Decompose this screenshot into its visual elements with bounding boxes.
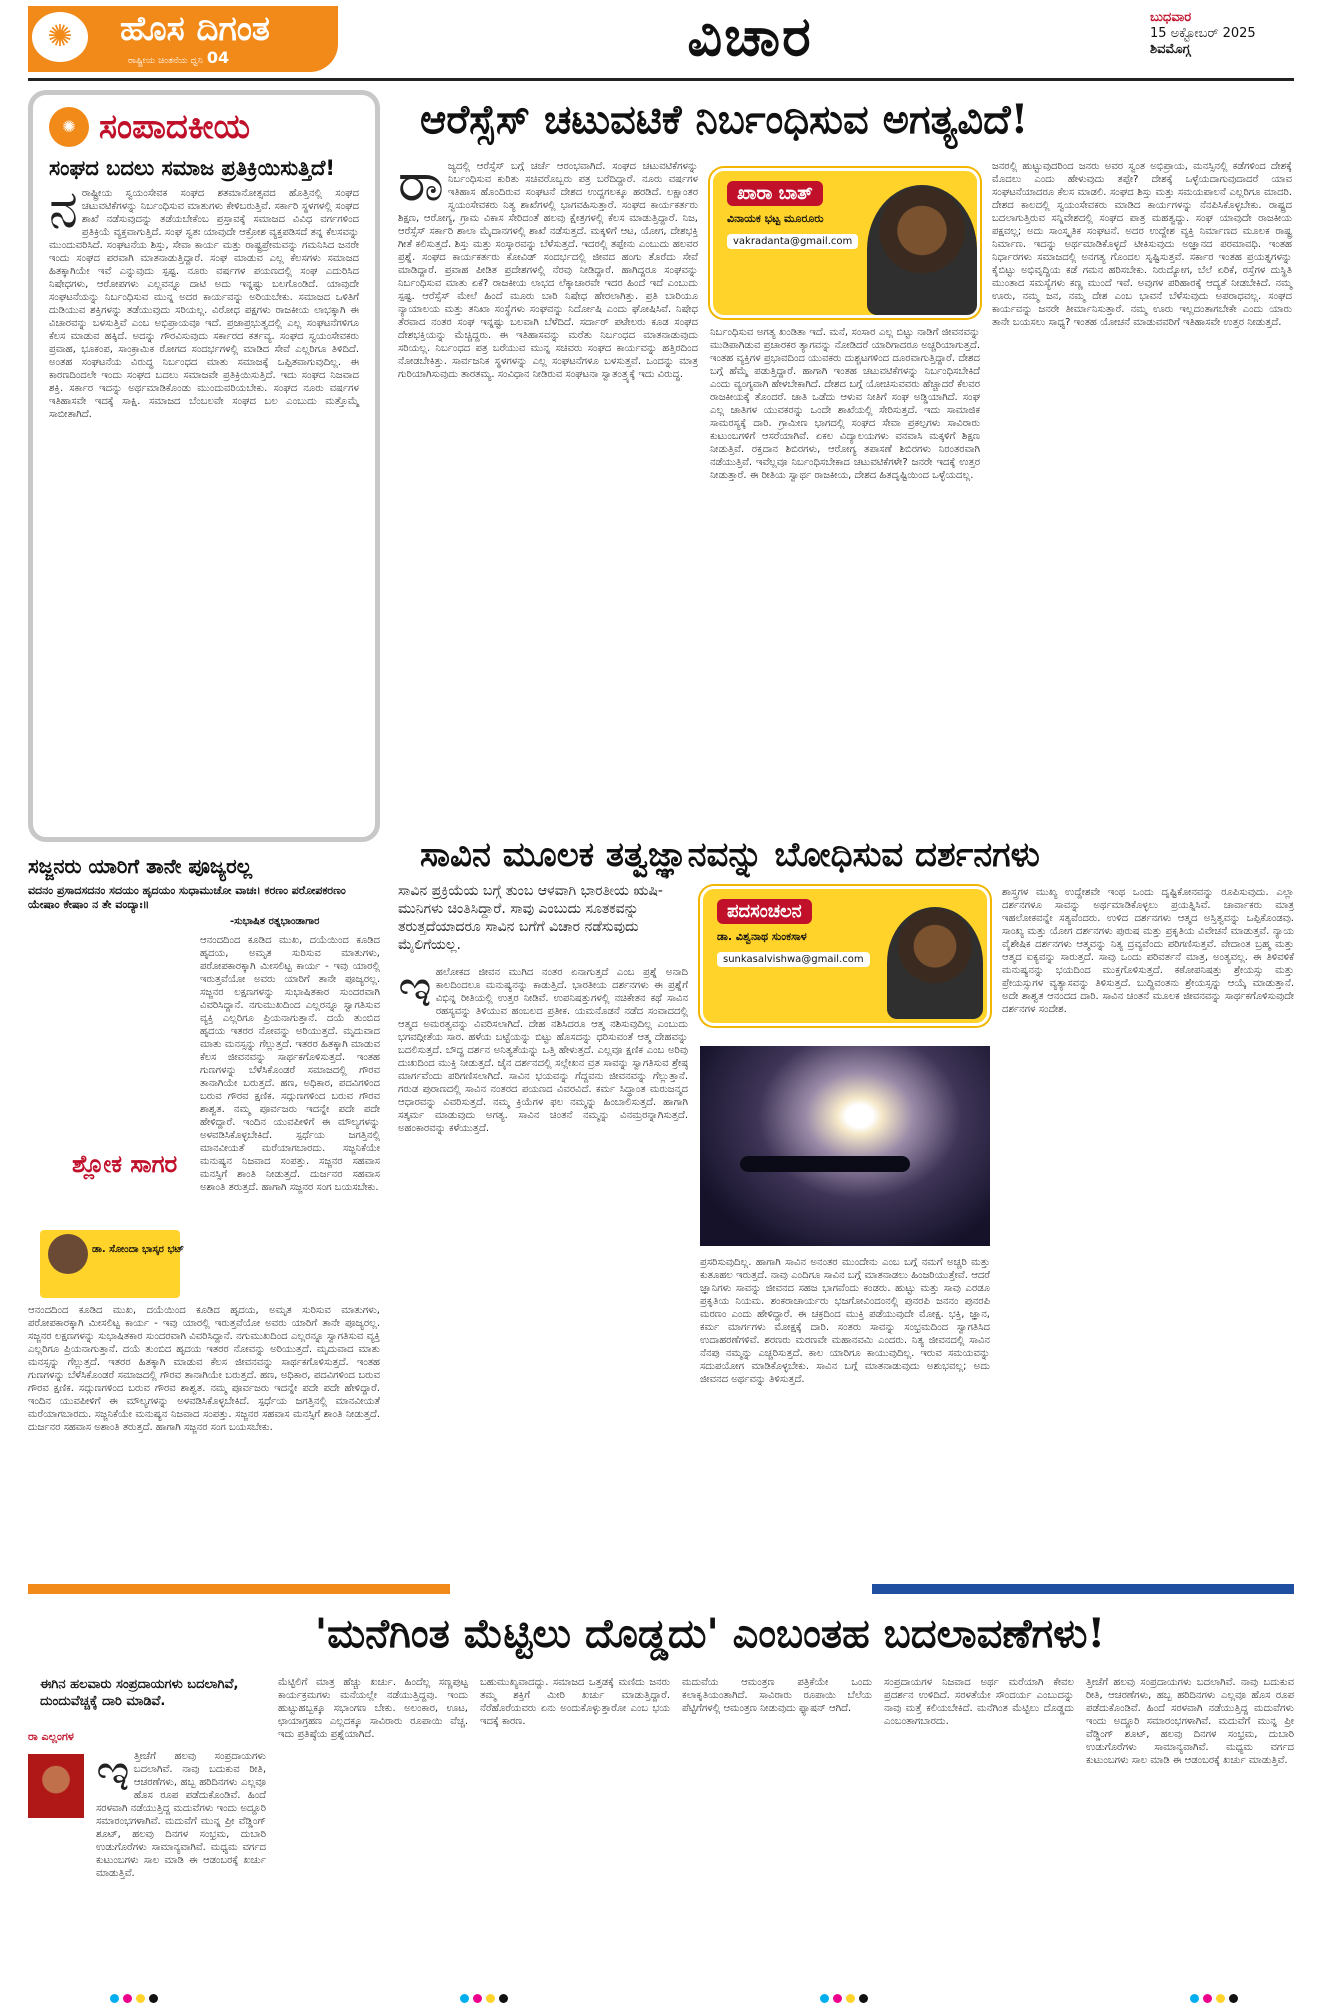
editorial-body <box>49 180 359 797</box>
issue-date: 15 ಅಕ್ಟೋಬರ್ 2025 <box>1150 26 1256 41</box>
floating-figure <box>740 1156 910 1172</box>
article2-intro: ಸಾವಿನ ಪ್ರಕ್ರಿಯೆಯ ಬಗ್ಗೆ ತುಂಬ ಆಳವಾಗಿ ಭಾರತೀಯ ಋಷಿ-ಮುನಿಗಳು ಚಿಂತಿಸಿದ್ದಾರೆ. ಸಾವು ಎಂಬುದು ಸೂತಕವನ್ನು ತರುತ್ತದೆಯಾದರೂ ಸಾವಿನ ಬಗೆಗೆ ವಿಚಾರ ನಡೆಸುವುದು ಮೈಲಿಗೆಯಲ್ಲ. <box>398 883 663 953</box>
shloka-author-photo <box>48 1234 88 1274</box>
shloka-verse: ವದನಂ ಪ್ರಸಾದಸದನಂ ಸದಯಂ ಹೃದಯಂ ಸುಧಾಮುಚೋ ವಾಚಃ। ಕರಣಂ ಪರೋಪಕರಣಂ ಯೇಷಾಂ ಕೇಷಾಂ ನ ತೇ ವಂದ್ಯಾಃ॥ <box>28 884 346 911</box>
date-box <box>1150 10 1320 58</box>
article3-col6: ತ್ತೀಚೆಗೆ ಹಲವು ಸಂಪ್ರದಾಯಗಳು ಬದಲಾಗಿವೆ. ನಾವು ಬದುಕುವ ರೀತಿ, ಆಚರಣೆಗಳು, ಹಬ್ಬ ಹರಿದಿನಗಳು ಎಲ್ಲವೂ ಹೊಸ ರೂಪ ಪಡೆದುಕೊಂಡಿವೆ. ಹಿಂದೆ ಸರಳವಾಗಿ ನಡೆಯುತ್ತಿದ್ದ ಮದುವೆಗಳು ಇಂದು ಅದ್ದೂರಿ ಸಮಾರಂಭಗಳಾಗಿವೆ. ಮದುವೆಗೆ ಮುನ್ನ ಪ್ರೀ ವೆಡ್ಡಿಂಗ್ ಶೂಟ್, ಹಲವು ದಿನಗಳ ಸಂಭ್ರಮ, ದುಬಾರಿ ಉಡುಗೊರೆಗಳು ಸಾಮಾನ್ಯವಾಗಿವೆ. ಮಧ್ಯಮ ವರ್ಗದ ಕುಟುಂಬಗಳು ಸಾಲ ಮಾಡಿ ಈ ಆಡಂಬರಕ್ಕೆ ಖರ್ಚು ಮಾಡುತ್ತಿವೆ. <box>1086 1677 1294 1766</box>
section-title: ವಿಚಾರ <box>687 4 813 68</box>
article3-headline: 'ಮನೆಗಿಂತ ಮೆಟ್ಟಿಲು ದೊಡ್ಡದು' ಎಂಬಂತಹ ಬದಲಾವಣೆಗಳು! <box>314 1610 1106 1657</box>
article2-col3: ಶಾಸ್ತ್ರಗಳ ಮುಖ್ಯ ಉದ್ದೇಶವೇ ಇಂಥ ಒಂದು ದೃಷ್ಟಿಕೋನವನ್ನು ರೂಪಿಸುವುದು. ಎಲ್ಲಾ ದರ್ಶನಗಳೂ ಸಾವನ್ನು ಅರ್ಥಮಾಡಿಕೊಳ್ಳಲು ಪ್ರಯತ್ನಿಸಿವೆ. ಚಾರ್ವಾಕರು ಮಾತ್ರ ಇಹಲೋಕವನ್ನೇ ಸತ್ಯವೆಂದರು. ಉಳಿದ ದರ್ಶನಗಳು ಆತ್ಮದ ಅಸ್ತಿತ್ವವನ್ನು ಒಪ್ಪಿಕೊಂಡವು. ಸಾಂಖ್ಯ ಮತ್ತು ಯೋಗ ದರ್ಶನಗಳು ಪುರುಷ ಮತ್ತು ಪ್ರಕೃತಿಯ ವಿವೇಚನೆ ಮಾಡುತ್ತವೆ. ನ್ಯಾಯ ವೈಶೇಷಿಕ ದರ್ಶನಗಳು ಆತ್ಮವನ್ನು ನಿತ್ಯ ದ್ರವ್ಯವೆಂದು ಪರಿಗಣಿಸುತ್ತವೆ. ವೇದಾಂತ ಬ್ರಹ್ಮ ಮತ್ತು ಆತ್ಮದ ಐಕ್ಯವನ್ನು ಸಾರುತ್ತದೆ. ಸಾವು ಒಂದು ಪರಿವರ್ತನೆ ಮಾತ್ರ, ಅಂತ್ಯವಲ್ಲ. ಈ ತಿಳಿವಳಿಕೆ ಮನುಷ್ಯನನ್ನು ಭಯದಿಂದ ಮುಕ್ತಗೊಳಿಸುತ್ತದೆ. ಕಠೋಪನಿಷತ್ತು ಶ್ರೇಯಸ್ಸು ಮತ್ತು ಪ್ರೇಯಸ್ಸುಗಳ ವ್ಯತ್ಯಾಸವನ್ನು ತಿಳಿಸುತ್ತದೆ. ಬುದ್ಧಿವಂತನು ಶ್ರೇಯಸ್ಸನ್ನು ಆಯ್ಕೆ ಮಾಡುತ್ತಾನೆ. ಅದೇ ಶಾಶ್ವತ ಆನಂದದ ದಾರಿ. ಸಾವಿನ ಚಿಂತನೆ ಮೂಲಕ ಜೀವನವನ್ನು ಸಾರ್ಥಕಗೊಳಿಸುವುದೇ ದರ್ಶನಗಳ ಸಂದೇಶ. <box>1002 887 1294 1015</box>
columnist-name: ವಿನಾಯಕ ಭಟ್ಟ ಮೂರೂರು <box>727 212 824 225</box>
kharabath-column-card <box>710 168 980 318</box>
editorial-title: ಸಂಪಾದಕೀಯ <box>99 107 250 147</box>
article1-col1 <box>398 153 698 820</box>
article3-col1-text: ತ್ತೀಚೆಗೆ ಹಲವು ಸಂಪ್ರದಾಯಗಳು ಬದಲಾಗಿವೆ. ನಾವು ಬದುಕುವ ರೀತಿ, ಆಚರಣೆಗಳು, ಹಬ್ಬ ಹರಿದಿನಗಳು ಎಲ್ಲವೂ ಹೊಸ ರೂಪ ಪಡೆದುಕೊಂಡಿವೆ. ಹಿಂದೆ ಸರಳವಾಗಿ ನಡೆಯುತ್ತಿದ್ದ ಮದುವೆಗಳು ಇಂದು ಅದ್ದೂರಿ ಸಮಾರಂಭಗಳಾಗಿವೆ. ಮದುವೆಗೆ ಮುನ್ನ ಪ್ರೀ ವೆಡ್ಡಿಂಗ್ ಶೂಟ್, ಹಲವು ದಿನಗಳ ಸಂಭ್ರಮ, ದುಬಾರಿ ಉಡುಗೊರೆಗಳು ಸಾಮಾನ್ಯವಾಗಿವೆ. ಮಧ್ಯಮ ವರ್ಗದ ಕುಟುಂಬಗಳು ಸಾಲ ಮಾಡಿ ಈ ಆಡಂಬರಕ್ಕೆ ಖರ್ಚು ಮಾಡುತ್ತಿವೆ. <box>96 1751 266 1879</box>
weekday: ಬುಧವಾರ <box>1150 10 1192 25</box>
editorial-dropcap: ನ <box>49 180 78 240</box>
registration-marks <box>820 1994 868 2003</box>
shloka-author: ಡಾ. ಸೋಂದಾ ಭಾಸ್ಕರ ಭಟ್ <box>92 1244 185 1255</box>
lamp-icon: ✺ <box>49 107 89 147</box>
article2-headline: ಸಾವಿನ ಮೂಲಕ ತತ್ವಜ್ಞಾನವನ್ನು ಬೋಧಿಸುವ ದರ್ಶನಗಳು <box>420 835 1040 875</box>
editorial-text: ರಾಷ್ಟ್ರೀಯ ಸ್ವಯಂಸೇವಕ ಸಂಘದ ಶತಮಾನೋತ್ಸವದ ಹೊತ್ತಿನಲ್ಲಿ ಸಂಘದ ಚಟುವಟಿಕೆಗಳನ್ನು ನಿರ್ಬಂಧಿಸುವ ಮಾತುಗಳು ಕೇಳಿಬರುತ್ತಿವೆ. ಸರ್ಕಾರಿ ಸ್ಥಳಗಳಲ್ಲಿ ಸಂಘದ ಶಾಖೆ ನಡೆಸುವುದನ್ನು ತಡೆಯಬೇಕೆಂಬ ಪ್ರಸ್ತಾವಕ್ಕೆ ಸಮಾಜದ ವಿವಿಧ ವರ್ಗಗಳಿಂದ ಪ್ರತಿಕ್ರಿಯೆ ವ್ಯಕ್ತವಾಗುತ್ತಿದೆ. ಸಂಘ ಸ್ವತಃ ಯಾವುದೇ ಆಕ್ರೋಶ ವ್ಯಕ್ತಪಡಿಸದೆ ತನ್ನ ಕೆಲಸವನ್ನು ಮುಂದುವರಿಸಿದೆ. ಸಂಘಟನೆಯ ಶಿಸ್ತು, ಸೇವಾ ಕಾರ್ಯ ಮತ್ತು ರಾಷ್ಟ್ರಪ್ರೇಮವನ್ನು ಗಮನಿಸಿದ ಜನರೇ ಇಂದು ಸಂಘದ ಪರವಾಗಿ ಮಾತನಾಡುತ್ತಿದ್ದಾರೆ. ಸಂಘ ಮಾಡುವ ಎಲ್ಲ ಕೆಲಸಗಳು ಸಮಾಜದ ಹಿತಕ್ಕಾಗಿಯೇ ಇವೆ ಎನ್ನುವುದು ಸ್ಪಷ್ಟ. ನೂರು ವರ್ಷಗಳ ಪಯಣದಲ್ಲಿ ಸಂಘ ಎದುರಿಸಿದ ನಿಷೇಧಗಳು, ಆರೋಪಗಳು ಎಲ್ಲವನ್ನೂ ದಾಟಿ ಅದು ಇನ್ನಷ್ಟು ಬಲಗೊಂಡಿದೆ. ಯಾವುದೇ ಸಂಘಟನೆಯನ್ನು ನಿರ್ಬಂಧಿಸುವ ಮುನ್ನ ಅದರ ಕಾರ್ಯವನ್ನು ಅರಿಯಬೇಕು. ಸಮಾಜದ ಒಳಿತಿಗೆ ದುಡಿಯುವ ಶಕ್ತಿಗಳನ್ನು ತಡೆಯುವುದು ಸರಿಯಲ್ಲ. ವಿರೋಧ ಪಕ್ಷಗಳು ರಾಜಕೀಯ ಲಾಭಕ್ಕಾಗಿ ಈ ವಿಚಾರವನ್ನು ಬಳಸುತ್ತಿವೆ ಎಂಬ ಅಭಿಪ್ರಾಯವೂ ಇದೆ. ಪ್ರಜಾಪ್ರಭುತ್ವದಲ್ಲಿ ಎಲ್ಲ ಸಂಘಟನೆಗಳಿಗೂ ಕೆಲಸ ಮಾಡುವ ಹಕ್ಕಿದೆ. ಅದನ್ನು ಗೌರವಿಸುವುದು ಸರ್ಕಾರದ ಕರ್ತವ್ಯ. ಸಂಘದ ಸ್ವಯಂಸೇವಕರು ಪ್ರವಾಹ, ಭೂಕಂಪ, ಸಾಂಕ್ರಾಮಿಕ ರೋಗದ ಸಂದರ್ಭಗಳಲ್ಲಿ ಮಾಡಿದ ಸೇವೆ ಎಲ್ಲರಿಗೂ ತಿಳಿದಿದೆ. ಅಂತಹ ಸಂಘಟನೆಯ ವಿರುದ್ಧ ನಿರ್ಬಂಧದ ಮಾತು ಸಮಾಜಕ್ಕೆ ಒಪ್ಪಿತವಾಗುವುದಿಲ್ಲ. ಈ ಕಾರಣದಿಂದಲೇ ಇಂದು ಸಂಘದ ಬದಲು ಸಮಾಜವೇ ಪ್ರತಿಕ್ರಿಯಿಸುತ್ತಿದೆ. ಇದು ಸಂಘದ ನಿಜವಾದ ಶಕ್ತಿ. ಸರ್ಕಾರ ಇದನ್ನು ಅರ್ಥಮಾಡಿಕೊಂಡು ಮುಂದುವರಿಯಬೇಕು. ಸಂಘದ ನೂರು ವರ್ಷಗಳ ಇತಿಹಾಸವೇ ಇದಕ್ಕೆ ಸಾಕ್ಷಿ. ಸಮಾಜದ ಬೆಂಬಲವೇ ಸಂಘದ ಬಲ ಎಂಬುದು ಮತ್ತೊಮ್ಮೆ ಸಾಬೀತಾಗಿದೆ. <box>49 188 359 420</box>
shloka-body-top: ಆನಂದದಿಂದ ಕೂಡಿದ ಮುಖ, ದಯೆಯಿಂದ ಕೂಡಿದ ಹೃದಯ, ಅಮೃತ ಸುರಿಸುವ ಮಾತುಗಳು, ಪರೋಪಕಾರಕ್ಕಾಗಿ ಮೀಸಲಿಟ್ಟ ಕಾರ್ಯ - ಇವು ಯಾರಲ್ಲಿ ಇರುತ್ತವೆಯೋ ಅವರು ಯಾರಿಗೆ ತಾನೇ ಪೂಜ್ಯರಲ್ಲ. ಸಜ್ಜನರ ಲಕ್ಷಣಗಳನ್ನು ಸುಭಾಷಿತಕಾರ ಸುಂದರವಾಗಿ ವಿವರಿಸಿದ್ದಾನೆ. ನಗುಮುಖದಿಂದ ಎಲ್ಲರನ್ನೂ ಸ್ವಾಗತಿಸುವ ವ್ಯಕ್ತಿ ಎಲ್ಲರಿಗೂ ಪ್ರಿಯನಾಗುತ್ತಾನೆ. ದಯೆ ತುಂಬಿದ ಹೃದಯ ಇತರರ ನೋವನ್ನು ಅರಿಯುತ್ತದೆ. ಮೃದುವಾದ ಮಾತು ಮನಸ್ಸನ್ನು ಗೆಲ್ಲುತ್ತದೆ. ಇತರರ ಹಿತಕ್ಕಾಗಿ ಮಾಡುವ ಕೆಲಸ ಜೀವನವನ್ನು ಸಾರ್ಥಕಗೊಳಿಸುತ್ತದೆ. ಇಂತಹ ಗುಣಗಳನ್ನು ಬೆಳೆಸಿಕೊಂಡರೆ ಸಮಾಜದಲ್ಲಿ ಗೌರವ ತಾನಾಗಿಯೇ ಬರುತ್ತದೆ. ಹಣ, ಅಧಿಕಾರ, ಪದವಿಗಳಿಂದ ಬರುವ ಗೌರವ ಕ್ಷಣಿಕ. ಸದ್ಗುಣಗಳಿಂದ ಬರುವ ಗೌರವ ಶಾಶ್ವತ. ನಮ್ಮ ಪೂರ್ವಜರು ಇದನ್ನೇ ಪದೇ ಪದೇ ಹೇಳಿದ್ದಾರೆ. ಇಂದಿನ ಯುವಪೀಳಿಗೆ ಈ ಮೌಲ್ಯಗಳನ್ನು ಅಳವಡಿಸಿಕೊಳ್ಳಬೇಕಿದೆ. ಸ್ಪರ್ಧೆಯ ಜಗತ್ತಿನಲ್ಲಿ ಮಾನವೀಯತೆ ಮರೆಯಾಗಬಾರದು. ಸಜ್ಜನಿಕೆಯೇ ಮನುಷ್ಯನ ನಿಜವಾದ ಸಂಪತ್ತು. ಸಜ್ಜನರ ಸಹವಾಸ ಮನಸ್ಸಿಗೆ ಶಾಂತಿ ನೀಡುತ್ತದೆ. ದುರ್ಜನರ ಸಹವಾಸ ಅಶಾಂತಿ ತರುತ್ತದೆ. ಹಾಗಾಗಿ ಸಜ್ಜನರ ಸಂಗ ಬಯಸಬೇಕು. <box>200 935 380 1193</box>
page-number: 04 <box>206 48 230 67</box>
logo-title: ಹೊಸ ದಿಗಂತ <box>120 9 270 49</box>
column-tag: ಪದಸಂಚಲನ <box>717 899 812 924</box>
article2-col1-text: ಹಲೋಕದ ಜೀವನ ಮುಗಿದ ನಂತರ ಏನಾಗುತ್ತದೆ ಎಂಬ ಪ್ರಶ್ನೆ ಅನಾದಿ ಕಾಲದಿಂದಲೂ ಮನುಷ್ಯನನ್ನು ಕಾಡುತ್ತಿದೆ. ಭಾರತೀಯ ದರ್ಶನಗಳು ಈ ಪ್ರಶ್ನೆಗೆ ವಿಭಿನ್ನ ರೀತಿಯಲ್ಲಿ ಉತ್ತರ ನೀಡಿವೆ. ಉಪನಿಷತ್ತುಗಳಲ್ಲಿ ನಚಿಕೇತನ ಕಥೆ ಸಾವಿನ ರಹಸ್ಯವನ್ನು ತಿಳಿಯುವ ಹಂಬಲದ ಪ್ರತೀಕ. ಯಮನೊಡನೆ ನಡೆದ ಸಂವಾದದಲ್ಲಿ ಆತ್ಮದ ಅಮರತ್ವವನ್ನು ವಿವರಿಸಲಾಗಿದೆ. ದೇಹ ನಶಿಸಿದರೂ ಆತ್ಮ ನಶಿಸುವುದಿಲ್ಲ ಎಂಬುದು ಭಗವದ್ಗೀತೆಯ ಸಾರ. ಹಳೆಯ ಬಟ್ಟೆಯನ್ನು ಬಿಟ್ಟು ಹೊಸದನ್ನು ಧರಿಸುವಂತೆ ಆತ್ಮ ದೇಹವನ್ನು ಬದಲಿಸುತ್ತದೆ. ಬೌದ್ಧ ದರ್ಶನ ಅನಿತ್ಯತೆಯನ್ನು ಒತ್ತಿ ಹೇಳುತ್ತದೆ. ಎಲ್ಲವೂ ಕ್ಷಣಿಕ ಎಂಬ ಅರಿವು ದುಃಖದಿಂದ ಮುಕ್ತಿ ನೀಡುತ್ತದೆ. ಜೈನ ದರ್ಶನದಲ್ಲಿ ಸಲ್ಲೇಖನ ವ್ರತ ಸಾವನ್ನು ಸ್ವಾಗತಿಸುವ ಶ್ರೇಷ್ಠ ಮಾರ್ಗವೆಂದು ಪರಿಗಣಿಸಲಾಗಿದೆ. ಸಾವಿನ ಭಯವನ್ನು ಗೆದ್ದವನು ಜೀವನವನ್ನು ಗೆಲ್ಲುತ್ತಾನೆ. ಗರುಡ ಪುರಾಣದಲ್ಲಿ ಸಾವಿನ ನಂತರದ ಪಯಣದ ವಿವರವಿದೆ. ಕರ್ಮ ಸಿದ್ಧಾಂತ ಮರುಜನ್ಮದ ಆಧಾರವನ್ನು ವಿವರಿಸುತ್ತದೆ. ನಮ್ಮ ಕ್ರಿಯೆಗಳ ಫಲ ನಮ್ಮನ್ನು ಹಿಂಬಾಲಿಸುತ್ತದೆ. ಹಾಗಾಗಿ ಸತ್ಕರ್ಮ ಮಾಡುವುದು ಅಗತ್ಯ. ಸಾವಿನ ಚಿಂತನೆ ನಮ್ಮನ್ನು ವಿನಮ್ರರನ್ನಾಗಿಸುತ್ತದೆ. ಅಹಂಕಾರವನ್ನು ಕಳೆಯುತ್ತದೆ. <box>398 967 688 1134</box>
edition-city: ಶಿವಮೊಗ್ಗ <box>1150 42 1191 57</box>
columnist-email[interactable]: vakradanta@gmail.com <box>727 234 858 249</box>
article3-col4: ಮದುವೆಯ ಆಮಂತ್ರಣ ಪತ್ರಿಕೆಯೇ ಒಂದು ಕಲಾಕೃತಿಯಂತಾಗಿದೆ. ಸಾವಿರಾರು ರೂಪಾಯಿ ಬೆಲೆಯ ಪೆಟ್ಟಿಗೆಗಳಲ್ಲಿ ಆಮಂತ್ರಣ ನೀಡುವುದು ಫ್ಯಾಷನ್ ಆಗಿದೆ. <box>682 1677 872 1714</box>
registration-marks <box>460 1994 508 2003</box>
article1-col1-text: ಜ್ಯದಲ್ಲಿ ಆರೆಸ್ಸೆಸ್ ಬಗ್ಗೆ ಚರ್ಚೆ ಆರಂಭವಾಗಿದೆ. ಸಂಘದ ಚಟುವಟಿಕೆಗಳನ್ನು ನಿರ್ಬಂಧಿಸುವ ಕುರಿತು ಸಚಿವರೊಬ್ಬರು ಪತ್ರ ಬರೆದಿದ್ದಾರೆ. ನೂರು ವರ್ಷಗಳ ಇತಿಹಾಸ ಹೊಂದಿರುವ ಸಂಘಟನೆ ದೇಶದ ಉದ್ದಗಲಕ್ಕೂ ಹರಡಿದೆ. ಲಕ್ಷಾಂತರ ಸ್ವಯಂಸೇವಕರು ನಿತ್ಯ ಶಾಖೆಗಳಲ್ಲಿ ಭಾಗವಹಿಸುತ್ತಾರೆ. ಸಂಘದ ಕಾರ್ಯಕರ್ತರು ಶಿಕ್ಷಣ, ಆರೋಗ್ಯ, ಗ್ರಾಮ ವಿಕಾಸ ಸೇರಿದಂತೆ ಹಲವು ಕ್ಷೇತ್ರಗಳಲ್ಲಿ ಕೆಲಸ ಮಾಡುತ್ತಿದ್ದಾರೆ. ನಿಜ, ಆರೆಸ್ಸೆಸ್ ಸರ್ಕಾರಿ ಶಾಲಾ ಮೈದಾನಗಳಲ್ಲಿ ಶಾಖೆ ನಡೆಸುತ್ತದೆ. ಮಕ್ಕಳಿಗೆ ಆಟ, ಯೋಗ, ದೇಶಭಕ್ತಿ ಗೀತೆ ಕಲಿಸುತ್ತದೆ. ಶಿಸ್ತು ಮತ್ತು ಸಂಸ್ಕಾರವನ್ನು ಬೆಳೆಸುತ್ತದೆ. ಇದರಲ್ಲಿ ತಪ್ಪೇನು ಎಂಬುದು ಹಲವರ ಪ್ರಶ್ನೆ. ಸಂಘದ ಕಾರ್ಯಕರ್ತರು ಕೋವಿಡ್ ಸಂದರ್ಭದಲ್ಲಿ ಜೀವದ ಹಂಗು ತೊರೆದು ಸೇವೆ ಮಾಡಿದ್ದಾರೆ. ಪ್ರವಾಹ ಪೀಡಿತ ಪ್ರದೇಶಗಳಲ್ಲಿ ನೆರವು ನೀಡಿದ್ದಾರೆ. ಹಾಗಿದ್ದರೂ ಸಂಘವನ್ನು ನಿರ್ಬಂಧಿಸುವ ಮಾತು ಏಕೆ? ರಾಜಕೀಯ ಲಾಭದ ಲೆಕ್ಕಾಚಾರವೇ ಇದರ ಹಿಂದೆ ಇದೆ ಎಂಬುದು ಸ್ಪಷ್ಟ. ಆರೆಸ್ಸೆಸ್ ಮೇಲೆ ಹಿಂದೆ ಮೂರು ಬಾರಿ ನಿಷೇಧ ಹೇರಲಾಗಿತ್ತು. ಪ್ರತಿ ಬಾರಿಯೂ ನ್ಯಾಯಾಲಯ ಮತ್ತು ತನಿಖಾ ಸಂಸ್ಥೆಗಳು ಸಂಘವನ್ನು ನಿರ್ದೋಷಿ ಎಂದು ಘೋಷಿಸಿವೆ. ನಿಷೇಧ ತೆರವಾದ ನಂತರ ಸಂಘ ಇನ್ನಷ್ಟು ಬಲವಾಗಿ ಬೆಳೆದಿದೆ. ಸರ್ದಾರ್ ಪಟೇಲರು ಕೂಡ ಸಂಘದ ದೇಶಭಕ್ತಿಯನ್ನು ಮೆಚ್ಚಿದ್ದರು. ಈ ಇತಿಹಾಸವನ್ನು ಮರೆತು ನಿರ್ಬಂಧದ ಮಾತನಾಡುವುದು ಸರಿಯಲ್ಲ. ನಿರ್ಬಂಧದ ಪತ್ರ ಬರೆಯುವ ಮುನ್ನ ಸಚಿವರು ಸಂಘದ ಕಾರ್ಯವನ್ನು ಹತ್ತಿರದಿಂದ ನೋಡಬೇಕಿತ್ತು. ಸಾರ್ವಜನಿಕ ಸ್ಥಳಗಳನ್ನು ಎಲ್ಲ ಸಂಘಟನೆಗಳೂ ಬಳಸುತ್ತವೆ. ಒಂದನ್ನು ಮಾತ್ರ ಗುರಿಯಾಗಿಸುವುದು ತಾರತಮ್ಯ. ಸಂವಿಧಾನ ನೀಡಿರುವ ಸಂಘಟನಾ ಸ್ವಾತಂತ್ರ್ಯಕ್ಕೆ ಇದು ವಿರುದ್ಧ. <box>398 161 698 380</box>
lamp-logo-icon: ✺ <box>32 12 88 62</box>
columnist-photo <box>867 185 977 315</box>
registration-marks <box>1190 1994 1238 2003</box>
article1-col2: ನಿರ್ಬಂಧಿಸುವ ಅಗತ್ಯ ಖಂಡಿತಾ ಇದೆ. ಮನೆ, ಸಂಸಾರ ಎಲ್ಲ ಬಿಟ್ಟು ನಾಡಿಗೆ ಜೀವನವನ್ನು ಮುಡಿಪಾಗಿಡುವ ಪ್ರಚಾರಕರ ತ್ಯಾಗವನ್ನು ನೋಡಿದರೆ ಯಾರಿಗಾದರೂ ಅಚ್ಚರಿಯಾಗುತ್ತದೆ. ಇಂತಹ ವ್ಯಕ್ತಿಗಳ ಪ್ರಭಾವದಿಂದ ಯುವಕರು ದುಶ್ಚಟಗಳಿಂದ ದೂರವಾಗುತ್ತಿದ್ದಾರೆ. ದೇಶದ ಬಗ್ಗೆ ಹೆಮ್ಮೆ ಪಡುತ್ತಿದ್ದಾರೆ. ಹಾಗಾಗಿ ಇಂತಹ ಚಟುವಟಿಕೆಗಳನ್ನು ನಿರ್ಬಂಧಿಸಬೇಕಿದೆ ಎಂದು ವ್ಯಂಗ್ಯವಾಗಿ ಹೇಳಬೇಕಾಗಿದೆ. ದೇಶದ ಬಗ್ಗೆ ಯೋಚಿಸುವವರು ಹೆಚ್ಚಾದರೆ ಕೆಲವರ ರಾಜಕೀಯಕ್ಕೆ ತೊಂದರೆ. ಜಾತಿ ಒಡೆದು ಆಳುವ ನೀತಿಗೆ ಸಂಘ ಅಡ್ಡಿಯಾಗಿದೆ. ಸಂಘ ಎಲ್ಲ ಜಾತಿಗಳ ಯುವಕರನ್ನು ಒಂದೇ ಶಾಖೆಯಲ್ಲಿ ಸೇರಿಸುತ್ತದೆ. ಇದು ಸಾಮಾಜಿಕ ಸಾಮರಸ್ಯಕ್ಕೆ ದಾರಿ. ಗ್ರಾಮೀಣ ಭಾಗದಲ್ಲಿ ಸಂಘದ ಸೇವಾ ಪ್ರಕಲ್ಪಗಳು ಸಾವಿರಾರು ಕುಟುಂಬಗಳಿಗೆ ಆಸರೆಯಾಗಿವೆ. ಏಕಲ ವಿದ್ಯಾಲಯಗಳು ವನವಾಸಿ ಮಕ್ಕಳಿಗೆ ಶಿಕ್ಷಣ ನೀಡುತ್ತಿವೆ. ರಕ್ತದಾನ ಶಿಬಿರಗಳು, ಆರೋಗ್ಯ ತಪಾಸಣೆ ಶಿಬಿರಗಳು ನಿರಂತರವಾಗಿ ನಡೆಯುತ್ತಿವೆ. ಇವೆಲ್ಲವೂ ನಿರ್ಬಂಧಿಸಬೇಕಾದ ಚಟುವಟಿಕೆಗಳೇ? ಜನರೇ ಇದಕ್ಕೆ ಉತ್ತರ ನೀಡುತ್ತಾರೆ. ಈ ರೀತಿಯ ಸ್ವಾರ್ಥ ರಾಜಕೀಯ, ದೇಶದ ಹಿತದೃಷ್ಟಿಯಿಂದ ಒಳ್ಳೆಯದಲ್ಲ. <box>710 327 980 481</box>
logo-tagline: ರಾಷ್ಟ್ರೀಯ ಚಿಂತನೆಯ ಧ್ವನಿ <box>128 56 203 66</box>
article1-dropcap: ರಾ <box>398 153 444 213</box>
article3-author: ರಾ ಎಲ್ಲಂಗಳ <box>28 1730 74 1743</box>
editorial-headline: ಸಂಘದ ಬದಲು ಸಮಾಜ ಪ್ರತಿಕ್ರಿಯಿಸುತ್ತಿದೆ! <box>49 156 335 180</box>
article1-headline: ಆರೆಸ್ಸೆಸ್ ಚಟುವಟಿಕೆ ನಿರ್ಬಂಧಿಸುವ ಅಗತ್ಯವಿದೆ! <box>420 96 1029 143</box>
article1-col3: ಜನರಲ್ಲಿ ಹುಟ್ಟುವುದರಿಂದ ಜನರು ಅವರ ಸ್ವಂತ ಅಭಿಪ್ರಾಯ, ಮನಸ್ಸಿನಲ್ಲಿ ಕಡೆಗಳಿಂದ ದೇಶಕ್ಕೆ ಮೊದಲು ಎಂದು ಹೇಳುವುದು ತಪ್ಪೇ? ದೇಶಕ್ಕೆ ಒಳ್ಳೆಯದಾಗುವುದಾದರೆ ಯಾವ ಸಂಘಟನೆಯಾದರೂ ಕೆಲಸ ಮಾಡಲಿ. ಸಂಘದ ಶಿಸ್ತು ಮತ್ತು ಸಮಯಪಾಲನೆ ಎಲ್ಲರಿಗೂ ಮಾದರಿ. ದೇಶದ ಕಾಲದಲ್ಲಿ ಸ್ವಯಂಸೇವಕರು ಮಾಡಿದ ಕಾರ್ಯಗಳನ್ನು ನೆನಪಿಸಿಕೊಳ್ಳಬೇಕು. ರಾಷ್ಟ್ರದ ಬದಲಾಗುತ್ತಿರುವ ಸನ್ನಿವೇಶದಲ್ಲಿ ಸಂಘದ ಪಾತ್ರ ಮಹತ್ವದ್ದು. ಸಂಘ ಯಾವುದೇ ರಾಜಕೀಯ ಪಕ್ಷವಲ್ಲ; ಅದು ಸಾಂಸ್ಕೃತಿಕ ಸಂಘಟನೆ. ಅದರ ಉದ್ದೇಶ ವ್ಯಕ್ತಿ ನಿರ್ಮಾಣದ ಮೂಲಕ ರಾಷ್ಟ್ರ ನಿರ್ಮಾಣ. ಇದನ್ನು ಅರ್ಥಮಾಡಿಕೊಳ್ಳದೆ ಟೀಕಿಸುವುದು ಅಜ್ಞಾನದ ಪರಮಾವಧಿ. ಇಂತಹ ನಿರ್ಧಾರಗಳು ಸಮಾಜದಲ್ಲಿ ಅನಗತ್ಯ ಗೊಂದಲ ಸೃಷ್ಟಿಸುತ್ತವೆ. ಸರ್ಕಾರ ಇಂತಹ ಪ್ರಯತ್ನಗಳನ್ನು ಕೈಬಿಟ್ಟು ಅಭಿವೃದ್ಧಿಯ ಕಡೆ ಗಮನ ಹರಿಸಬೇಕು. ನಿರುದ್ಯೋಗ, ಬೆಲೆ ಏರಿಕೆ, ರಸ್ತೆಗಳ ದುಸ್ಥಿತಿ ಮುಂತಾದ ಸಮಸ್ಯೆಗಳು ಕಣ್ಣ ಮುಂದೆ ಇವೆ. ಅವುಗಳ ಪರಿಹಾರಕ್ಕೆ ಆದ್ಯತೆ ನೀಡಬೇಕಿದೆ. ನಮ್ಮ ಊರು, ನಮ್ಮ ಜನ, ನಮ್ಮ ದೇಶ ಎಂಬ ಭಾವನೆ ಬೆಳೆಸುವುದು ಅಪರಾಧವಲ್ಲ. ಸಂಘದ ಕಾರ್ಯವನ್ನು ಜನರೇ ತೀರ್ಮಾನಿಸುತ್ತಾರೆ. ನಮ್ಮ ಊರು ಇಲ್ಲದಂತಾಗಬೇಕೇ ಎಂದು ಯಾರು ತಾನೇ ಬಯಸಲು ಸಾಧ್ಯ? ಇಂತಹ ಯೋಚನೆ ಮಾಡುವವರಿಗೆ ಇತಿಹಾಸವೇ ಉತ್ತರ ನೀಡುತ್ತದೆ. <box>992 161 1292 328</box>
article3-dropcap: ಇ <box>96 1743 130 1803</box>
article3-col3: ಬಹುಮುಖ್ಯವಾದದ್ದು. ಸಮಾಜದ ಒತ್ತಡಕ್ಕೆ ಮಣಿದು ಜನರು ತಮ್ಮ ಶಕ್ತಿಗೆ ಮೀರಿ ಖರ್ಚು ಮಾಡುತ್ತಿದ್ದಾರೆ. ನೆರೆಹೊರೆಯವರು ಏನು ಅಂದುಕೊಳ್ಳುತ್ತಾರೋ ಎಂಬ ಭಯ ಇದಕ್ಕೆ ಕಾರಣ. <box>480 1677 670 1727</box>
registration-marks <box>110 1994 158 2003</box>
article3-col5: ಸಂಪ್ರದಾಯಗಳ ನಿಜವಾದ ಅರ್ಥ ಮರೆಯಾಗಿ ಕೇವಲ ಪ್ರದರ್ಶನ ಉಳಿದಿದೆ. ಸರಳತೆಯೇ ಸೌಂದರ್ಯ ಎಂಬುದನ್ನು ನಾವು ಮತ್ತೆ ಕಲಿಯಬೇಕಿದೆ. ಮನೆಗಿಂತ ಮೆಟ್ಟಿಲು ದೊಡ್ಡದು ಎಂಬಂತಾಗಬಾರದು. <box>884 1677 1074 1727</box>
masthead-rule <box>28 78 1294 81</box>
article3-col2: ಮೆಟ್ಟಿಲಿಗೆ ಮಾತ್ರ ಹೆಚ್ಚು ಖರ್ಚು. ಹಿಂದೆಲ್ಲ ಸಣ್ಣಪುಟ್ಟ ಕಾರ್ಯಕ್ರಮಗಳು ಮನೆಯಲ್ಲೇ ನಡೆಯುತ್ತಿದ್ದವು. ಇಂದು ಹುಟ್ಟುಹಬ್ಬಕ್ಕೂ ಸಭಾಂಗಣ ಬೇಕು. ಅಲಂಕಾರ, ಊಟ, ಛಾಯಾಗ್ರಹಣ ಎಲ್ಲದಕ್ಕೂ ಸಾವಿರಾರು ರೂಪಾಯಿ ವೆಚ್ಚ. ಇದು ಪ್ರತಿಷ್ಠೆಯ ಪ್ರಶ್ನೆಯಾಗಿದೆ. <box>278 1677 468 1740</box>
padasanchalana-column-card <box>700 886 990 1026</box>
article2-dropcap: ಇ <box>398 959 432 1019</box>
columnist-photo <box>887 907 983 1019</box>
article3-col1 <box>96 1743 266 1990</box>
meditation-space-image <box>700 1046 990 1246</box>
shloka-sagara-badge: ಶ್ಲೋಕ ಸಾಗರ <box>72 1150 178 1178</box>
masthead <box>0 0 1322 80</box>
article3-intro: ಈಗಿನ ಹಲವಾರು ಸಂಪ್ರದಾಯಗಳು ಬದಲಾಗಿವೆ, ದುಂದುವೆಚ್ಚಕ್ಕೆ ದಾರಿ ಮಾಡಿವೆ. <box>40 1677 239 1709</box>
editorial-label <box>49 107 359 147</box>
article3-author-photo <box>28 1754 84 1818</box>
section-divider <box>28 1584 1294 1594</box>
shloka-headline: ಸಜ್ಜನರು ಯಾರಿಗೆ ತಾನೇ ಪೂಜ್ಯರಲ್ಲ <box>28 854 253 878</box>
article2-col2: ಪ್ರಸರಿಸುವುದಿಲ್ಲ. ಹಾಗಾಗಿ ಸಾವಿನ ಅನಂತರ ಮುಂದೇನು ಎಂಬ ಬಗ್ಗೆ ನಮಗೆ ಅಚ್ಚರಿ ಮತ್ತು ಕುತೂಹಲ ಇರುತ್ತದೆ. ನಾವು ಎಂದಿಗೂ ಸಾವಿನ ಬಗ್ಗೆ ಮಾತನಾಡಲು ಹಿಂಜರಿಯುತ್ತೇವೆ. ಆದರೆ ಜ್ಞಾನಿಗಳು ಸಾವನ್ನು ಜೀವನದ ಸಹಜ ಭಾಗವೆಂದು ಕಂಡರು. ಹುಟ್ಟು ಮತ್ತು ಸಾವು ಎರಡೂ ಪ್ರಕೃತಿಯ ನಿಯಮ. ಶಂಕರಾಚಾರ್ಯರು ಭಜಗೋವಿಂದಂನಲ್ಲಿ ಪುನರಪಿ ಜನನಂ ಪುನರಪಿ ಮರಣಂ ಎಂದು ಹೇಳಿದ್ದಾರೆ. ಈ ಚಕ್ರದಿಂದ ಮುಕ್ತಿ ಪಡೆಯುವುದೇ ಮೋಕ್ಷ. ಭಕ್ತಿ, ಜ್ಞಾನ, ಕರ್ಮ ಮಾರ್ಗಗಳು ಮೋಕ್ಷಕ್ಕೆ ದಾರಿ. ಸಂತರು ಸಾವನ್ನು ಸಂಭ್ರಮದಿಂದ ಸ್ವಾಗತಿಸಿದ ಉದಾಹರಣೆಗಳಿವೆ. ಶರಣರು ಮರಣವೇ ಮಹಾನವಮಿ ಎಂದರು. ನಿತ್ಯ ಜೀವನದಲ್ಲಿ ಸಾವಿನ ನೆನಪು ನಮ್ಮನ್ನು ಎಚ್ಚರಿಸುತ್ತದೆ. ಕಾಲ ಯಾರಿಗೂ ಕಾಯುವುದಿಲ್ಲ. ಇರುವ ಸಮಯವನ್ನು ಸದುಪಯೋಗ ಮಾಡಿಕೊಳ್ಳಬೇಕು. ಸಾವಿನ ಬಗ್ಗೆ ಮಾತನಾಡುವುದು ಅಶುಭವಲ್ಲ; ಅದು ಜೀವನದ ಅರ್ಥವನ್ನು ತಿಳಿಸುತ್ತದೆ. <box>700 1257 990 1385</box>
columnist-name: ಡಾ. ವಿಶ್ವನಾಥ ಸುಂಕಸಾಳ <box>717 930 807 943</box>
column-tag: ಖಾರಾ ಬಾತ್ <box>727 181 823 206</box>
article2-col1 <box>398 959 688 1570</box>
columnist-email[interactable]: sunkasalvishwa@gmail.com <box>717 952 870 967</box>
shloka-body: ಆನಂದದಿಂದ ಕೂಡಿದ ಮುಖ, ದಯೆಯಿಂದ ಕೂಡಿದ ಹೃದಯ, ಅಮೃತ ಸುರಿಸುವ ಮಾತುಗಳು, ಪರೋಪಕಾರಕ್ಕಾಗಿ ಮೀಸಲಿಟ್ಟ ಕಾರ್ಯ - ಇವು ಯಾರಲ್ಲಿ ಇರುತ್ತವೆಯೋ ಅವರು ಯಾರಿಗೆ ತಾನೇ ಪೂಜ್ಯರಲ್ಲ. ಸಜ್ಜನರ ಲಕ್ಷಣಗಳನ್ನು ಸುಭಾಷಿತಕಾರ ಸುಂದರವಾಗಿ ವಿವರಿಸಿದ್ದಾನೆ. ನಗುಮುಖದಿಂದ ಎಲ್ಲರನ್ನೂ ಸ್ವಾಗತಿಸುವ ವ್ಯಕ್ತಿ ಎಲ್ಲರಿಗೂ ಪ್ರಿಯನಾಗುತ್ತಾನೆ. ದಯೆ ತುಂಬಿದ ಹೃದಯ ಇತರರ ನೋವನ್ನು ಅರಿಯುತ್ತದೆ. ಮೃದುವಾದ ಮಾತು ಮನಸ್ಸನ್ನು ಗೆಲ್ಲುತ್ತದೆ. ಇತರರ ಹಿತಕ್ಕಾಗಿ ಮಾಡುವ ಕೆಲಸ ಜೀವನವನ್ನು ಸಾರ್ಥಕಗೊಳಿಸುತ್ತದೆ. ಇಂತಹ ಗುಣಗಳನ್ನು ಬೆಳೆಸಿಕೊಂಡರೆ ಸಮಾಜದಲ್ಲಿ ಗೌರವ ತಾನಾಗಿಯೇ ಬರುತ್ತದೆ. ಹಣ, ಅಧಿಕಾರ, ಪದವಿಗಳಿಂದ ಬರುವ ಗೌರವ ಕ್ಷಣಿಕ. ಸದ್ಗುಣಗಳಿಂದ ಬರುವ ಗೌರವ ಶಾಶ್ವತ. ನಮ್ಮ ಪೂರ್ವಜರು ಇದನ್ನೇ ಪದೇ ಪದೇ ಹೇಳಿದ್ದಾರೆ. ಇಂದಿನ ಯುವಪೀಳಿಗೆ ಈ ಮೌಲ್ಯಗಳನ್ನು ಅಳವಡಿಸಿಕೊಳ್ಳಬೇಕಿದೆ. ಸ್ಪರ್ಧೆಯ ಜಗತ್ತಿನಲ್ಲಿ ಮಾನವೀಯತೆ ಮರೆಯಾಗಬಾರದು. ಸಜ್ಜನಿಕೆಯೇ ಮನುಷ್ಯನ ನಿಜವಾದ ಸಂಪತ್ತು. ಸಜ್ಜನರ ಸಹವಾಸ ಮನಸ್ಸಿಗೆ ಶಾಂತಿ ನೀಡುತ್ತದೆ. ದುರ್ಜನರ ಸಹವಾಸ ಅಶಾಂತಿ ತರುತ್ತದೆ. ಹಾಗಾಗಿ ಸಜ್ಜನರ ಸಂಗ ಬಯಸಬೇಕು. <box>28 1305 380 1433</box>
editorial-box <box>28 90 380 842</box>
shloka-source: -ಸುಭಾಷಿತ ರತ್ನಭಾಂಡಾಗಾರ <box>230 916 320 927</box>
